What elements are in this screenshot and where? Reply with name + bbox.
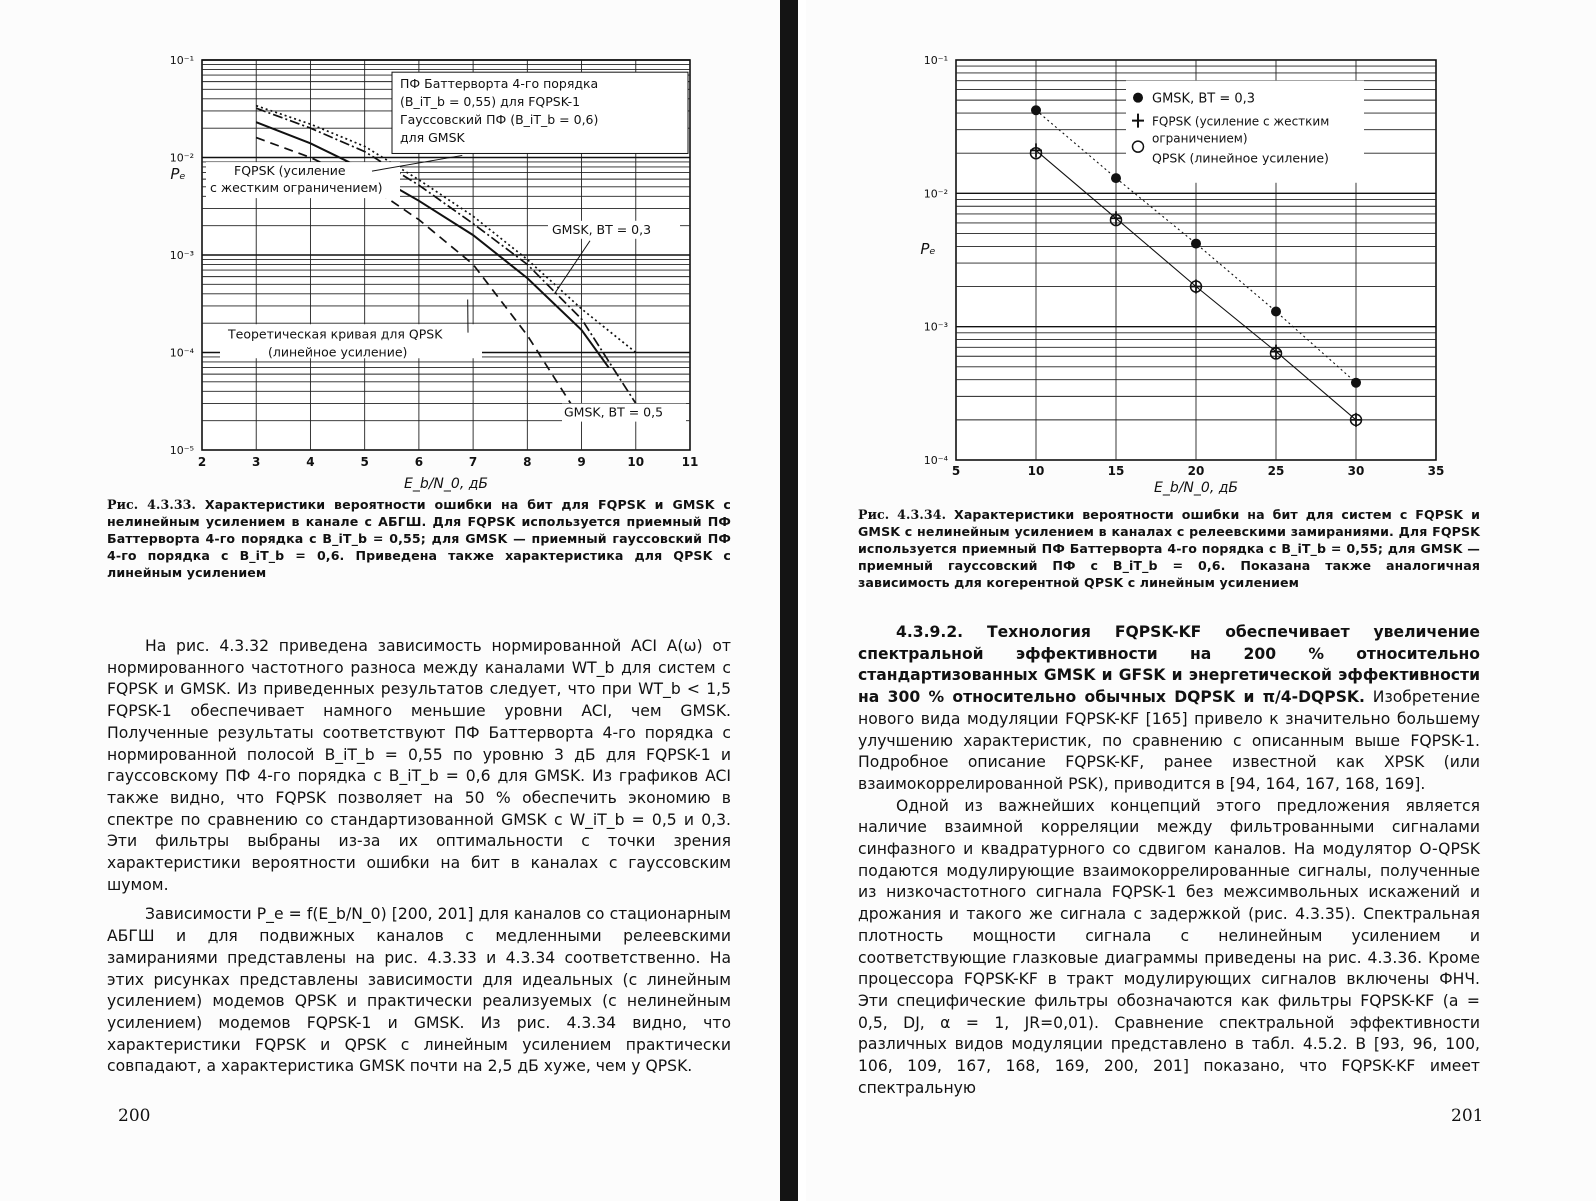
figure-4-3-33	[160, 50, 720, 490]
y-tick-label: 10⁻¹	[169, 54, 194, 67]
caption-number: Рис. 4.3.33.	[107, 497, 197, 512]
paragraph: Одной из важнейших концепций этого предложения является наличие взаимной корреляции между фильтрованными сигналами синфазного и квадратурного со сдвигом каналов. На модулятор O-QPSK подаются модулирующие взаимокоррелированные сигналы, полученные из низкочастотного сигнала FQPSK-1 без межсимвольных искажений и дрожания и такого же сигнала с задержкой (рис. 4.3.35). Спектральная плотность мощности сигнала с нелинейным усилением и соответствующие глазковые диаграммы приведены на рис. 4.3.36. Кроме процессора FQPSK-KF в тракт модулирующих сигналов включены ФНЧ. Эти специфические фильтры обозначаются как фильтры FQPSK-KF (a = 0,5, DJ, α = 1, JR=0,01). Сравнение спектральной эффективности различных видов модуляции представлено в табл. 4.5.2. В [93, 96, 100, 106, 109, 167, 168, 169, 200, 201] показано, что FQPSK-KF имеет спектральную	[858, 796, 1480, 1097]
x-tick-label: 5	[360, 455, 369, 469]
section-text: Изобретение нового вида модуляции FQPSK-KF [165] привело к значительно большему улучшению характеристик, по сравнению с описанным выше FQPSK-1. Подробное описание FQPSK-KF, ранее известной как XPSK (или взаимокоррелированной PSK), приводится в [94, 164, 167, 168, 169].	[858, 688, 1480, 793]
y-tick-label: 10⁻²	[923, 187, 948, 201]
x-tick-label: 10	[627, 455, 645, 469]
caption-text: Характеристики вероятности ошибки на бит для систем с FQPSK и GMSK с нелинейным усилением в каналах с релеевскими замираниями. Для FQPSK используется приемный ПФ Баттерворта 4-го порядка с B_iT_b = 0,55; для GMSK — приемный гауссовский ПФ с B_iT_b = 0,6. Показана также аналогичная зависимость для когерентной QPSK с линейным усилением	[858, 507, 1480, 590]
y-tick-label: 10⁻¹	[923, 54, 948, 67]
x-tick-label: 3	[252, 455, 261, 469]
body-text-right	[858, 622, 1480, 1099]
annotation-label: Теоретическая кривая для QPSK	[228, 326, 443, 342]
y-axis-label: Pₑ	[170, 165, 186, 184]
legend-text: (B_iT_b = 0,55) для FQPSK-1	[400, 94, 581, 110]
figure-caption-4-3-33	[107, 496, 731, 581]
y-tick-label: 10⁻⁴	[169, 346, 194, 360]
x-tick-label: 4	[306, 455, 315, 469]
x-axis-label: E_b/N_0, дБ	[403, 476, 489, 492]
x-tick-label: 7	[468, 455, 478, 469]
annotation-label: (линейное усиление)	[268, 344, 408, 360]
book-spine-shadow	[780, 0, 798, 1201]
left-page	[0, 0, 790, 1201]
page-number: 200	[118, 1106, 151, 1126]
legend-text: FQPSK (усиление с жестким	[1152, 114, 1330, 129]
x-tick-label: 10	[1027, 464, 1045, 478]
x-tick-label: 35	[1427, 464, 1445, 478]
data-point-gmsk	[1271, 306, 1281, 316]
x-axis-label: E_b/N_0, дБ	[1153, 480, 1239, 496]
x-tick-label: 25	[1267, 464, 1285, 478]
x-tick-label: 20	[1187, 464, 1205, 478]
y-tick-label: 10⁻³	[923, 320, 948, 334]
legend-text: GMSK, BT = 0,3	[1152, 91, 1256, 107]
data-point-gmsk	[1191, 239, 1201, 249]
data-point-gmsk	[1351, 378, 1361, 388]
annotation-label: FQPSK (усиление	[234, 163, 346, 179]
data-point-gmsk	[1111, 173, 1121, 183]
annotation-label: GMSK, BT = 0,3	[552, 221, 652, 237]
x-tick-label: 6	[414, 455, 424, 469]
y-tick-label: 10⁻⁴	[923, 454, 948, 467]
caption-number: Рис. 4.3.34.	[858, 507, 947, 522]
chart-4-3-33	[160, 50, 720, 490]
paragraph	[858, 622, 1480, 796]
x-tick-label: 9	[577, 455, 586, 469]
x-tick-label: 8	[523, 455, 532, 469]
y-tick-label: 10⁻²	[169, 151, 194, 165]
legend-text: QPSK (линейное усиление)	[1152, 150, 1329, 166]
figure-4-3-34	[906, 50, 1466, 500]
body-text-left	[107, 636, 731, 1078]
y-tick-label: 10⁻⁵	[169, 444, 194, 457]
x-tick-label: 5	[951, 464, 961, 478]
caption-text: Характеристики вероятности ошибки на бит для FQPSK и GMSK с нелинейным усилением в канале с АБГШ. Для FQPSK используется приемный ПФ Баттерворта 4-го порядка с B_iT_b = 0,55; для GMSK — приемный гауссовский ПФ 4-го порядка с B_iT_b = 0,6. Приведена также характеристика для QPSK с линейным усилением	[107, 497, 731, 580]
y-axis-label: Pₑ	[920, 240, 936, 259]
section-heading: 4.3.9.2. Технология FQPSK-KF обеспечивает увеличение спектральной эффективности на 200 % относительно стандартизованных GMSK и GFSK и энергетической эффективности на 300 % относительно обычных DQPSK и π/4-DQPSK.	[858, 623, 1480, 707]
x-tick-label: 2	[197, 455, 207, 469]
legend-text: ПФ Баттерворта 4-го порядка	[400, 76, 599, 92]
x-tick-label: 30	[1347, 464, 1365, 478]
chart-4-3-34	[906, 50, 1466, 500]
x-tick-label: 11	[681, 455, 699, 469]
paragraph: Зависимости P_e = f(E_b/N_0) [200, 201] для каналов со стационарным АБГШ и для подвижных каналов с медленными релеевскими замираниями представлены на рис. 4.3.33 и 4.3.34 соответственно. На этих рисунках представлены зависимости для идеальных (с линейным усилением) модемов QPSK и практически реализуемых (с нелинейным усилением) модемов FQPSK-1 и GMSK. Из рис. 4.3.34 видно, что характеристики FQPSK и QPSK с линейным усилением практически совпадают, а характеристика GMSK почти на 2,5 дБ хуже, чем у QPSK.	[107, 905, 731, 1076]
legend-marker-gmsk	[1133, 93, 1143, 103]
legend-text: для GMSK	[400, 130, 465, 146]
annotation-label: с жестким ограничением)	[210, 180, 383, 196]
legend-text: Гауссовский ПФ (B_iT_b = 0,6)	[400, 112, 599, 128]
annotation-label: GMSK, BT = 0,5	[564, 404, 664, 420]
figure-caption-4-3-34	[858, 506, 1480, 591]
right-page	[806, 0, 1596, 1201]
x-tick-label: 15	[1107, 464, 1125, 478]
page-number: 201	[1451, 1106, 1484, 1126]
legend-text: ограничением)	[1152, 131, 1248, 146]
data-point-gmsk	[1031, 105, 1041, 115]
paragraph: На рис. 4.3.32 приведена зависимость нормированной ACI A(ω) от нормированного частотного разноса между каналами WT_b для систем с FQPSK и GMSK. Из приведенных результатов следует, что при WT_b < 1,5 FQPSK-1 обеспечивает намного меньшие уровни ACI, чем GMSK. Полученные результаты соответствуют ПФ Баттерворта 4-го порядка с нормированной полосой B_iT_b = 0,55 по уровню 3 дБ для FQPSK-1 и гауссовскому ПФ 4-го порядка с B_iT_b = 0,6 для GMSK. Из графиков ACI также видно, что FQPSK позволяет на 50 % обеспечить экономию в спектре по сравнению со стандартизованной GMSK с W_iT_b = 0,5 и 0,3. Эти фильтры выбраны из-за их оптимальности с точки зрения характеристики вероятности ошибки на бит в каналах с гауссовским шумом.	[107, 637, 731, 894]
y-tick-label: 10⁻³	[169, 249, 194, 262]
